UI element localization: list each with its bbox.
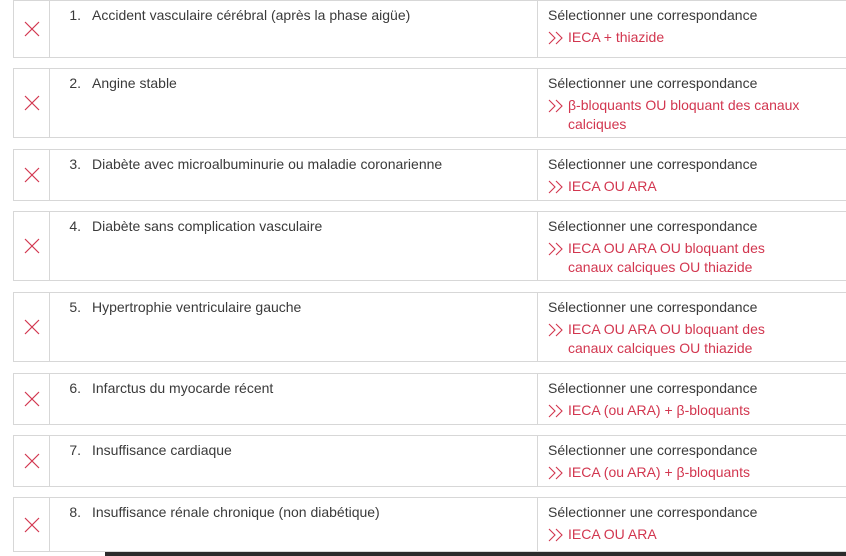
- select-match-label[interactable]: Sélectionner une correspondance: [548, 218, 758, 234]
- incorrect-x-icon: [24, 95, 40, 111]
- question-text: Hypertrophie ventriculaire gauche: [92, 299, 302, 315]
- question-cell: [50, 374, 538, 424]
- question-number: 4.: [69, 218, 81, 234]
- question-number: 8.: [69, 504, 81, 520]
- answer-text: IECA OU ARA: [568, 178, 657, 194]
- question-cell: [50, 69, 538, 137]
- status-cell: [14, 212, 50, 280]
- question-text: Accident vasculaire cérébral (après la phase aigüe): [92, 7, 411, 23]
- horizontal-scrollbar[interactable]: [105, 552, 846, 556]
- answer-cell[interactable]: [538, 293, 846, 361]
- selected-answer[interactable]: [548, 525, 846, 544]
- selected-answer[interactable]: [548, 177, 846, 196]
- selected-answer[interactable]: [548, 401, 846, 420]
- question-cell: [50, 1, 538, 57]
- question-text: Diabète avec microalbuminurie ou maladie coronarienne: [92, 156, 443, 172]
- answer-cell[interactable]: [538, 374, 846, 424]
- incorrect-x-icon: [24, 319, 40, 335]
- question-number: 6.: [69, 380, 81, 396]
- double-chevron-right-icon: [548, 463, 568, 482]
- incorrect-x-icon: [24, 167, 40, 183]
- answer-text: IECA OU ARA: [568, 526, 657, 542]
- answer-text: β-bloquants OU bloquant des canaux calciques: [568, 97, 800, 132]
- answer-text: IECA OU ARA OU bloquant des canaux calciques OU thiazide: [568, 240, 765, 275]
- question-cell: [50, 212, 538, 280]
- question-text: Angine stable: [92, 75, 177, 91]
- status-cell: [14, 69, 50, 137]
- answer-cell[interactable]: [538, 212, 846, 280]
- select-match-label[interactable]: Sélectionner une correspondance: [548, 380, 758, 396]
- answer-cell[interactable]: [538, 150, 846, 200]
- question-text: Insuffisance cardiaque: [92, 442, 232, 458]
- double-chevron-right-icon: [548, 28, 568, 47]
- incorrect-x-icon: [24, 453, 40, 469]
- question-text: Insuffisance rénale chronique (non diabétique): [92, 504, 380, 520]
- match-row: [13, 373, 846, 425]
- answer-cell[interactable]: [538, 498, 846, 551]
- answer-cell[interactable]: [538, 69, 846, 137]
- incorrect-x-icon: [24, 238, 40, 254]
- question-cell: [50, 150, 538, 200]
- incorrect-x-icon: [24, 391, 40, 407]
- match-row: [13, 0, 846, 58]
- status-cell: [14, 436, 50, 486]
- status-cell: [14, 374, 50, 424]
- select-match-label[interactable]: Sélectionner une correspondance: [548, 7, 758, 23]
- selected-answer[interactable]: [548, 96, 846, 134]
- match-row: [13, 497, 846, 552]
- select-match-label[interactable]: Sélectionner une correspondance: [548, 442, 758, 458]
- answer-text: IECA (ou ARA) + β-bloquants: [568, 464, 750, 480]
- double-chevron-right-icon: [548, 96, 568, 134]
- question-cell: [50, 498, 538, 551]
- question-text: Diabète sans complication vasculaire: [92, 218, 323, 234]
- select-match-label[interactable]: Sélectionner une correspondance: [548, 156, 758, 172]
- question-number: 5.: [69, 299, 81, 315]
- status-cell: [14, 498, 50, 551]
- match-row: [13, 149, 846, 201]
- question-text: Infarctus du myocarde récent: [92, 380, 274, 396]
- double-chevron-right-icon: [548, 177, 568, 196]
- answer-text: IECA OU ARA OU bloquant des canaux calciques OU thiazide: [568, 321, 765, 356]
- answer-cell[interactable]: [538, 1, 846, 57]
- double-chevron-right-icon: [548, 239, 568, 277]
- status-cell: [14, 150, 50, 200]
- question-number: 3.: [69, 156, 81, 172]
- selected-answer[interactable]: [548, 463, 846, 482]
- match-row: [13, 292, 846, 362]
- answer-cell[interactable]: [538, 436, 846, 486]
- select-match-label[interactable]: Sélectionner une correspondance: [548, 504, 758, 520]
- select-match-label[interactable]: Sélectionner une correspondance: [548, 299, 758, 315]
- selected-answer[interactable]: [548, 239, 846, 277]
- match-row: [13, 68, 846, 138]
- double-chevron-right-icon: [548, 320, 568, 358]
- incorrect-x-icon: [24, 517, 40, 533]
- question-number: 1.: [69, 7, 81, 23]
- double-chevron-right-icon: [548, 401, 568, 420]
- selected-answer[interactable]: [548, 28, 846, 47]
- answer-text: IECA + thiazide: [568, 29, 665, 45]
- incorrect-x-icon: [24, 21, 40, 37]
- match-row: [13, 211, 846, 281]
- status-cell: [14, 1, 50, 57]
- match-row: [13, 435, 846, 487]
- selected-answer[interactable]: [548, 320, 846, 358]
- question-cell: [50, 293, 538, 361]
- question-cell: [50, 436, 538, 486]
- select-match-label[interactable]: Sélectionner une correspondance: [548, 75, 758, 91]
- question-number: 7.: [69, 442, 81, 458]
- answer-text: IECA (ou ARA) + β-bloquants: [568, 402, 750, 418]
- question-number: 2.: [69, 75, 81, 91]
- status-cell: [14, 293, 50, 361]
- double-chevron-right-icon: [548, 525, 568, 544]
